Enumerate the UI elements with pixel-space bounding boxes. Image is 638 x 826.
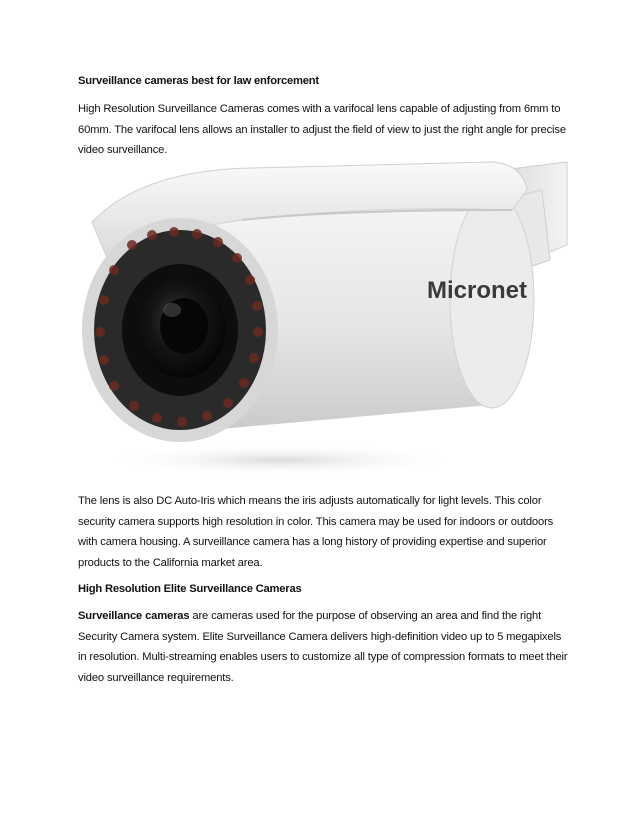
paragraph-elite-cameras <box>78 606 570 688</box>
section-heading-law-enforcement: Surveillance cameras best for law enforcement <box>78 75 319 87</box>
bold-term-surveillance-cameras: Surveillance cameras <box>78 610 190 622</box>
section-heading-elite-cameras: High Resolution Elite Surveillance Cameras <box>78 583 302 595</box>
brand-logo-text: Micronet <box>427 277 528 304</box>
camera-image <box>72 150 572 490</box>
paragraph-varifocal-lens: High Resolution Surveillance Cameras comes with a varifocal lens capable of adjusting from 6mm to 60mm. The varifocal lens allows an installer to adjust the field of view to just the right angle for precise video surveillance. <box>78 103 566 156</box>
paragraph-auto-iris: The lens is also DC Auto-Iris which means the iris adjusts automatically for light levels. This color security camera supports high resolution in color. This camera may be used for indoors or outdoors with camera housing. A surveillance camera has a long history of providing expertise and superior products to the California market area. <box>78 495 554 569</box>
paragraph-elite-cameras-text: are cameras used for the purpose of observing an area and find the right Security Camera system. Elite Surveillance Camera delivers high-definition video up to 5 megapixels in resolution. Multi-streaming enables users to customize all type of compression formats to meet their video surveillance requirements. <box>78 610 568 684</box>
